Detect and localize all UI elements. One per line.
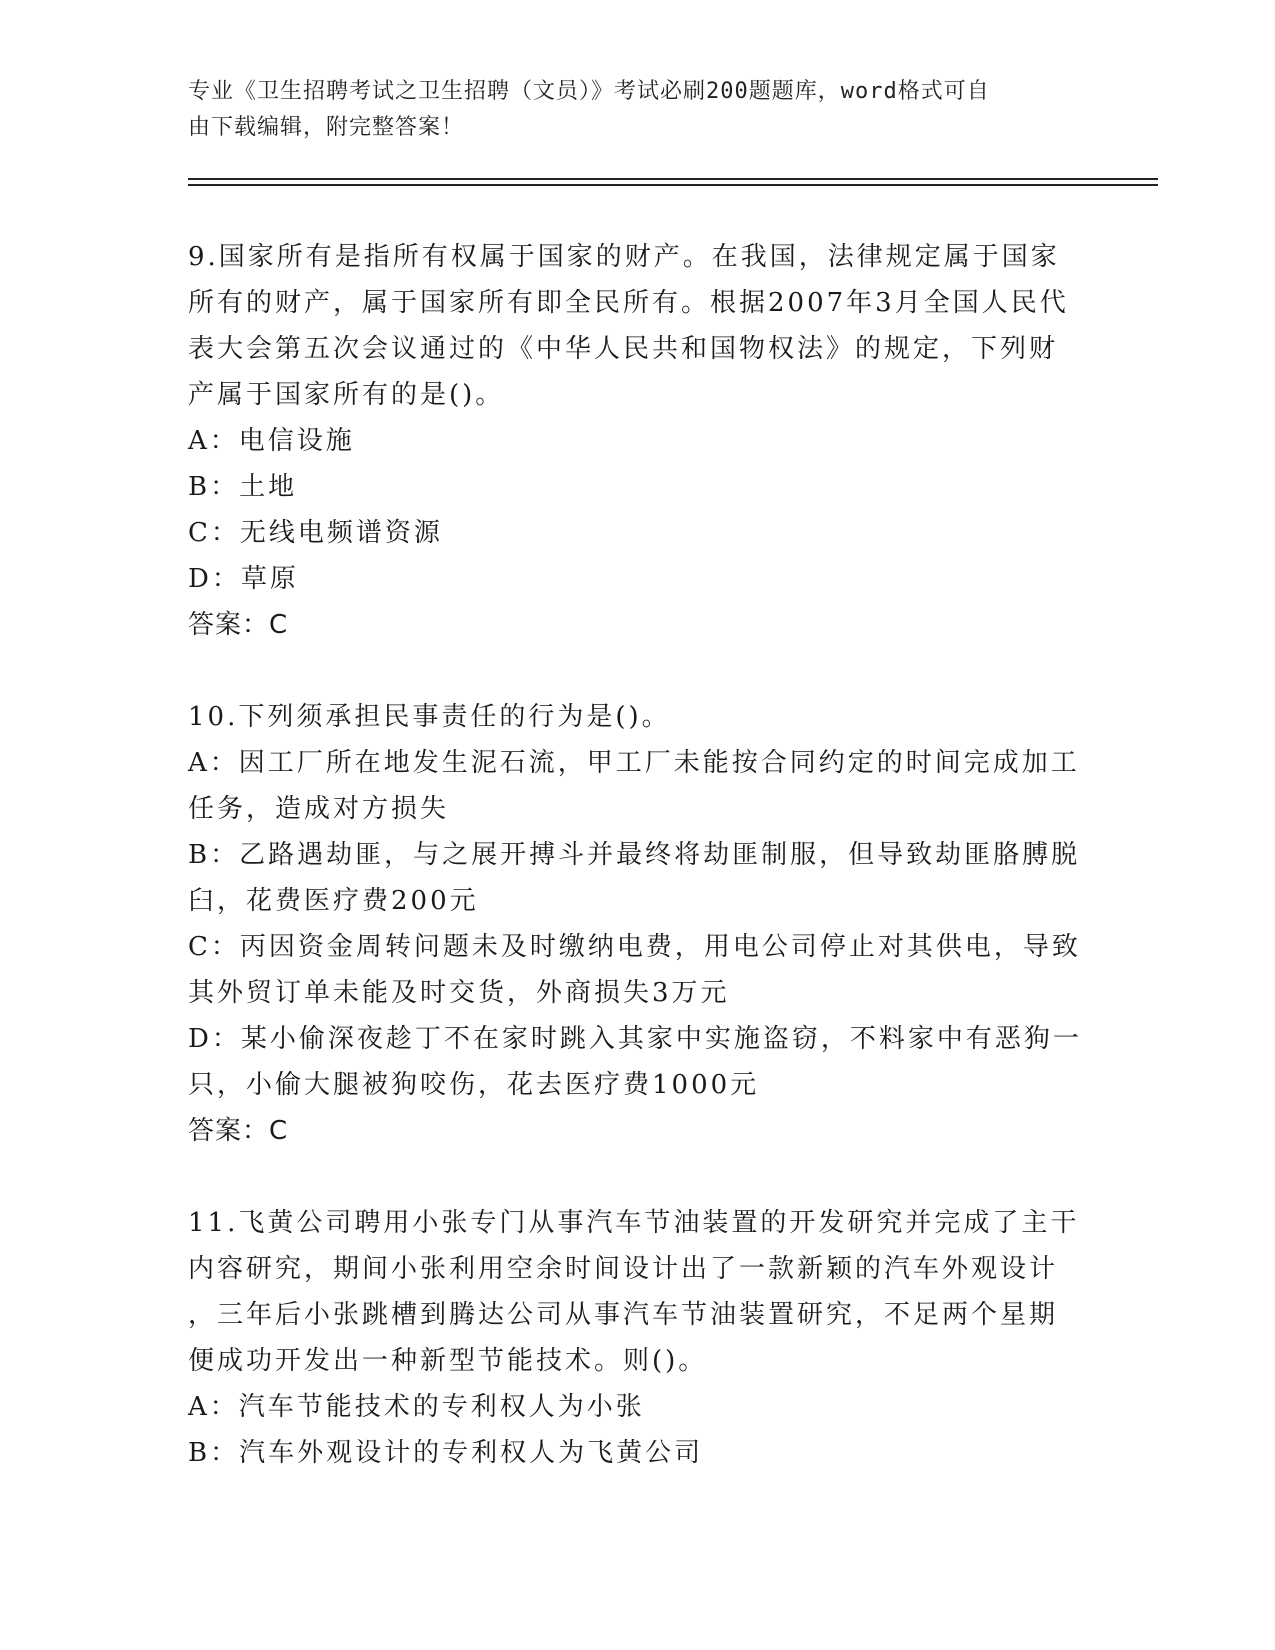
question-stem [188, 1200, 1088, 1384]
option-c [188, 510, 1088, 556]
stem-line: 便成功开发出一种新型节能技术。则()。 [188, 1346, 708, 1376]
stem-line: 产属于国家所有的是()。 [188, 380, 505, 410]
document-header [188, 74, 1078, 146]
question-list [188, 234, 1088, 1476]
question-10 [188, 694, 1088, 1154]
header-divider-bottom [188, 184, 1158, 186]
option-line: C：无线电频谱资源 [188, 518, 443, 548]
stem-line: 11.飞黄公司聘用小张专门从事汽车节油装置的开发研究并完成了主干 [188, 1208, 1080, 1238]
option-a [188, 740, 1088, 832]
option-line: A：电信设施 [188, 426, 355, 456]
option-line: 任务，造成对方损失 [188, 794, 450, 824]
header-title-line-1: 专业《卫生招聘考试之卫生招聘（文员）》考试必刷200题题库，word格式可自 [188, 79, 990, 104]
option-line: 只，小偷大腿被狗咬伤，花去医疗费1000元 [188, 1070, 760, 1100]
stem-line: 10.下列须承担民事责任的行为是()。 [188, 702, 671, 732]
option-b [188, 1430, 1088, 1476]
option-b [188, 832, 1088, 924]
option-line: B：乙路遇劫匪，与之展开搏斗并最终将劫匪制服，但导致劫匪胳膊脱 [188, 840, 1081, 870]
question-stem [188, 694, 1088, 740]
header-divider-top [188, 178, 1158, 180]
question-spacer [188, 1154, 1088, 1200]
option-line: D：某小偷深夜趁丁不在家时跳入其家中实施盗窃，不料家中有恶狗一 [188, 1024, 1082, 1054]
option-line: B：汽车外观设计的专利权人为飞黄公司 [188, 1438, 704, 1468]
question-spacer [188, 648, 1088, 694]
option-c [188, 924, 1088, 1016]
stem-line: ，三年后小张跳槽到腾达公司从事汽车节油装置研究，不足两个星期 [188, 1300, 1059, 1330]
option-d [188, 1016, 1088, 1108]
stem-line: 内容研究，期间小张利用空余时间设计出了一款新颖的汽车外观设计 [188, 1254, 1059, 1284]
question-11 [188, 1200, 1088, 1476]
option-line: A：汽车节能技术的专利权人为小张 [188, 1392, 645, 1422]
stem-line: 表大会第五次会议通过的《中华人民共和国物权法》的规定，下列财 [188, 334, 1059, 364]
stem-line: 所有的财产，属于国家所有即全民所有。根据2007年3月全国人民代 [188, 288, 1069, 318]
answer-line: 答案：C [188, 1116, 289, 1146]
option-a [188, 1384, 1088, 1430]
option-line: A：因工厂所在地发生泥石流，甲工厂未能按合同约定的时间完成加工 [188, 748, 1080, 778]
option-line: D：草原 [188, 564, 299, 594]
option-a [188, 418, 1088, 464]
option-d [188, 556, 1088, 602]
option-line: 臼，花费医疗费200元 [188, 886, 479, 916]
question-stem [188, 234, 1088, 418]
stem-line: 9.国家所有是指所有权属于国家的财产。在我国，法律规定属于国家 [188, 242, 1060, 272]
answer-line: 答案：C [188, 610, 289, 640]
header-title-line-2: 由下载编辑，附完整答案！ [188, 115, 465, 140]
option-line: B：土地 [188, 472, 298, 502]
question-9 [188, 234, 1088, 648]
option-line: C：丙因资金周转问题未及时缴纳电费，用电公司停止对其供电，导致 [188, 932, 1081, 962]
option-b [188, 464, 1088, 510]
option-line: 其外贸订单未能及时交货，外商损失3万元 [188, 978, 730, 1008]
